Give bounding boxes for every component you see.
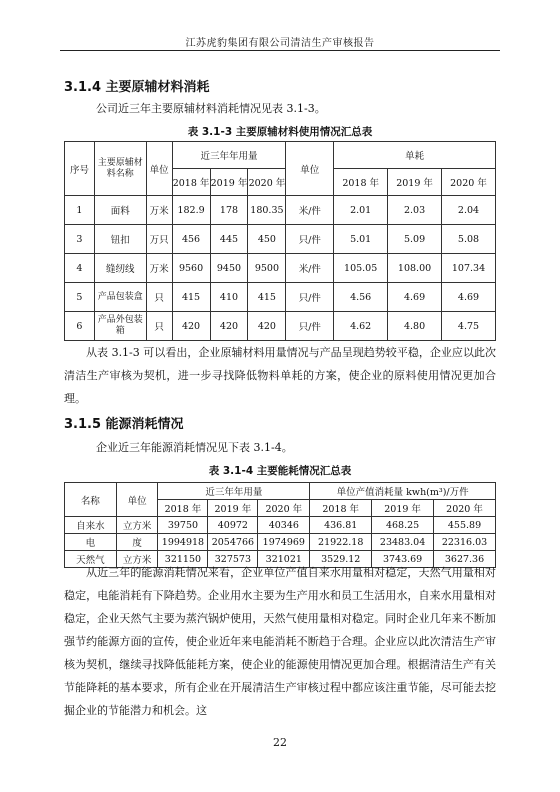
table-row <box>65 196 496 225</box>
cell: 万只 <box>146 225 172 254</box>
cell: 468.25 <box>372 517 434 534</box>
cell: 自来水 <box>65 517 117 534</box>
cell: 23483.04 <box>372 534 434 551</box>
table-caption-energy: 表 3.1-4 主要能耗情况汇总表 <box>208 465 352 477</box>
cell: 度 <box>116 534 158 551</box>
col-usage-group: 近三年年用量 <box>158 483 310 500</box>
col-year: 2018 年 <box>172 169 210 196</box>
cell: 2.03 <box>388 196 442 225</box>
cell: 4.62 <box>334 312 388 341</box>
cell: 只 <box>146 283 172 312</box>
cell: 5.09 <box>388 225 442 254</box>
cell: 3627.36 <box>434 551 496 568</box>
cell: 产品包装盒 <box>94 283 146 312</box>
cell: 321021 <box>258 551 310 568</box>
table-caption-materials: 表 3.1-3 主要原辅材料使用情况汇总表 <box>187 126 373 138</box>
col-consumption-group: 单耗 <box>334 142 496 169</box>
cell: 180.35 <box>248 196 286 225</box>
cell: 只/件 <box>286 312 334 341</box>
cell: 40346 <box>258 517 310 534</box>
col-year: 2018 年 <box>158 500 208 517</box>
col-output-group: 单位产值消耗量 kwh(m³)/万件 <box>310 483 496 500</box>
cell: 39750 <box>158 517 208 534</box>
table-row <box>65 517 496 534</box>
cell: 3743.69 <box>372 551 434 568</box>
col-unit: 单位 <box>116 483 158 517</box>
cell: 米/件 <box>286 196 334 225</box>
cell: 米/件 <box>286 254 334 283</box>
table-row <box>65 283 496 312</box>
table-row <box>65 312 496 341</box>
cell: 450 <box>248 225 286 254</box>
cell: 4.80 <box>388 312 442 341</box>
cell: 3529.12 <box>310 551 372 568</box>
cell: 4.69 <box>442 283 496 312</box>
cell: 5 <box>65 283 95 312</box>
cell: 410 <box>210 283 248 312</box>
cell: 5.08 <box>442 225 496 254</box>
cell: 22316.03 <box>434 534 496 551</box>
cell: 420 <box>172 312 210 341</box>
cell: 21922.18 <box>310 534 372 551</box>
cell: 420 <box>210 312 248 341</box>
col-year: 2019 年 <box>208 500 258 517</box>
cell: 2.01 <box>334 196 388 225</box>
cell: 只/件 <box>286 225 334 254</box>
cell: 钮扣 <box>94 225 146 254</box>
cell: 1974969 <box>258 534 310 551</box>
cell: 445 <box>210 225 248 254</box>
cell: 面料 <box>94 196 146 225</box>
section-heading-energy: 3.1.5 能源消耗情况 <box>64 417 184 432</box>
cell: 2.04 <box>442 196 496 225</box>
cell: 9560 <box>172 254 210 283</box>
table-row <box>65 225 496 254</box>
cell: 9450 <box>210 254 248 283</box>
energy-analysis: 从近三年的能源消耗情况来看，企业单位产值自来水用量相对稳定，天然气用量相对稳定，电能消耗有下降趋势。企业用水主要为生产用水和员工生活用水，自来水用量相对稳定，企业天然气主要为蒸汽锅炉使用，天然气使用量相对稳定。同时企业几年来不断加强节约能源方面的宣传，使企业近年来电能消耗不断趋于合理。企业应以此次清洁生产审核为契机，继续寻找降低能耗方案，使企业的能源使用情况更加合理。根据清洁生产有关节能降耗的基本要求，所有企业在开展清洁生产审核过程中都应该注重节能，尽可能去挖掘企业的节能潜力和机会。这 <box>64 566 496 717</box>
energy-intro: 企业近三年能源消耗情况见下表 3.1-4。 <box>96 441 293 454</box>
cell: 4.75 <box>442 312 496 341</box>
cell: 107.34 <box>442 254 496 283</box>
col-unit: 单位 <box>146 142 172 196</box>
col-name: 主要原辅材料名称 <box>94 142 146 196</box>
cell: 天然气 <box>65 551 117 568</box>
col-usage-group: 近三年年用量 <box>172 142 286 169</box>
cell: 2054766 <box>208 534 258 551</box>
cell: 321150 <box>158 551 208 568</box>
col-name: 名称 <box>65 483 117 517</box>
table-row <box>65 534 496 551</box>
cell: 456 <box>172 225 210 254</box>
cell: 立方米 <box>116 551 158 568</box>
cell: 455.89 <box>434 517 496 534</box>
materials-intro: 公司近三年主要原辅材料消耗情况见表 3.1-3。 <box>96 102 326 115</box>
col-year: 2020 年 <box>434 500 496 517</box>
col-year: 2019 年 <box>372 500 434 517</box>
cell: 327573 <box>208 551 258 568</box>
col-seq: 序号 <box>65 142 95 196</box>
cell: 只/件 <box>286 283 334 312</box>
col-year: 2020 年 <box>442 169 496 196</box>
cell: 415 <box>172 283 210 312</box>
cell: 产品外包装箱 <box>94 312 146 341</box>
cell: 5.01 <box>334 225 388 254</box>
col-year: 2018 年 <box>310 500 372 517</box>
cell: 436.81 <box>310 517 372 534</box>
cell: 缝纫线 <box>94 254 146 283</box>
cell: 万米 <box>146 254 172 283</box>
section-heading-materials: 3.1.4 主要原辅材料消耗 <box>64 80 210 95</box>
cell: 6 <box>65 312 95 341</box>
cell: 108.00 <box>388 254 442 283</box>
cell: 1 <box>65 196 95 225</box>
cell: 4.56 <box>334 283 388 312</box>
cell: 415 <box>248 283 286 312</box>
cell: 立方米 <box>116 517 158 534</box>
cell: 3 <box>65 225 95 254</box>
col-year: 2020 年 <box>258 500 310 517</box>
cell: 4 <box>65 254 95 283</box>
table-row <box>65 254 496 283</box>
cell: 178 <box>210 196 248 225</box>
cell: 4.69 <box>388 283 442 312</box>
cell: 40972 <box>208 517 258 534</box>
materials-table <box>64 141 496 341</box>
col-year: 2019 年 <box>388 169 442 196</box>
page-header: 江苏虎豹集团有限公司清洁生产审核报告 <box>185 38 375 49</box>
cell: 182.9 <box>172 196 210 225</box>
cell: 420 <box>248 312 286 341</box>
col-year: 2019 年 <box>210 169 248 196</box>
cell: 1994918 <box>158 534 208 551</box>
cell: 万米 <box>146 196 172 225</box>
col-year: 2018 年 <box>334 169 388 196</box>
cell: 9500 <box>248 254 286 283</box>
page-number: 22 <box>273 736 287 749</box>
col-unit2: 单位 <box>286 142 334 196</box>
cell: 105.05 <box>334 254 388 283</box>
cell: 只 <box>146 312 172 341</box>
materials-analysis: 从表 3.1-3 可以看出，企业原辅材料用量情况与产品呈现趋势较平稳，企业应以此次清洁生产审核为契机，进一步寻找降低物料单耗的方案，使企业的原料使用情况更加合理。 <box>64 346 496 405</box>
energy-table <box>64 482 496 568</box>
header-rule <box>60 50 500 51</box>
col-year: 2020 年 <box>248 169 286 196</box>
cell: 电 <box>65 534 117 551</box>
